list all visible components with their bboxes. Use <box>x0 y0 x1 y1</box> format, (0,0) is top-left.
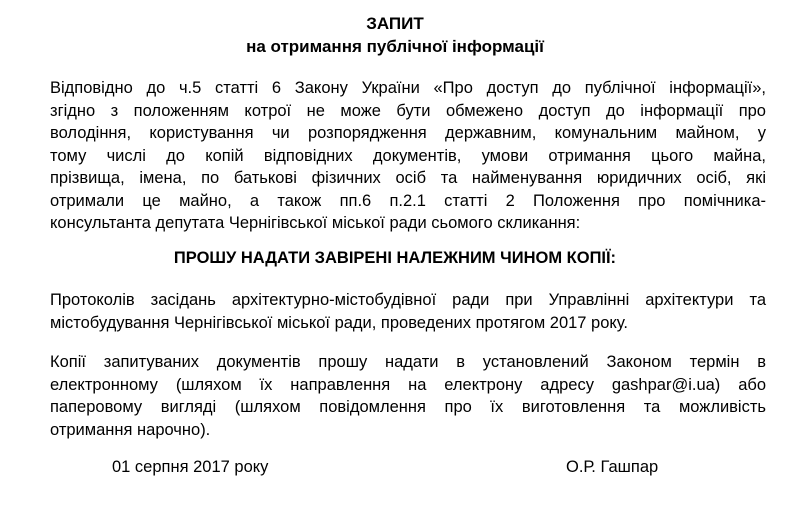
delivery-paragraph <box>50 351 766 441</box>
text-line: тому числі до копій відповідних документів, умови отримання цього майна, <box>50 146 766 165</box>
text-line: Копії запитуваних документів прошу надати в установлений Законом термін в <box>50 353 766 371</box>
text-line: прізвища, імена, по батькові фізичних осіб та найменування юридичних осіб, які <box>50 169 766 187</box>
text-line: Протоколів засідань архітектурно-містобудівної ради при Управлінні архітектури та <box>50 291 766 309</box>
text-line: електронному (шляхом їх направлення на електрону адресу gashpar@i.ua) або <box>50 375 766 394</box>
text-line: паперовому вигляді (шляхом повідомлення про їх виготовлення та можливість <box>50 398 766 416</box>
document-title: ЗАПИТ <box>366 14 424 33</box>
text-line: володіння, користування чи розпорядження державним, комунальним майном, у <box>50 124 766 142</box>
signature-name: О.Р. Гашпар <box>566 458 659 476</box>
intro-paragraph <box>50 77 766 235</box>
text-line: отримання нарочно). <box>50 420 211 439</box>
request-heading: ПРОШУ НАДАТИ ЗАВІРЕНІ НАЛЕЖНИМ ЧИНОМ КОПІЇ: <box>173 249 617 267</box>
text-line: містобудування Чернігівської міської ради, проведених протягом 2017 року. <box>50 313 628 332</box>
text-line: згідно з положенням котрої не може бути обмежено доступ до інформації про <box>50 101 766 120</box>
document-subtitle: на отримання публічної інформації <box>246 37 544 56</box>
text-line: консультанта депутата Чернігівської міської ради сьомого скликання: <box>50 214 581 232</box>
text-line: Відповідно до ч.5 статті 6 Закону України «Про доступ до публічної інформації», <box>50 79 766 97</box>
text-line: отримали це майно, а також пп.6 п.2.1 статті 2 Положення про помічника- <box>50 191 766 210</box>
document-date: 01 серпня 2017 року <box>112 458 269 476</box>
request-paragraph <box>50 289 766 334</box>
